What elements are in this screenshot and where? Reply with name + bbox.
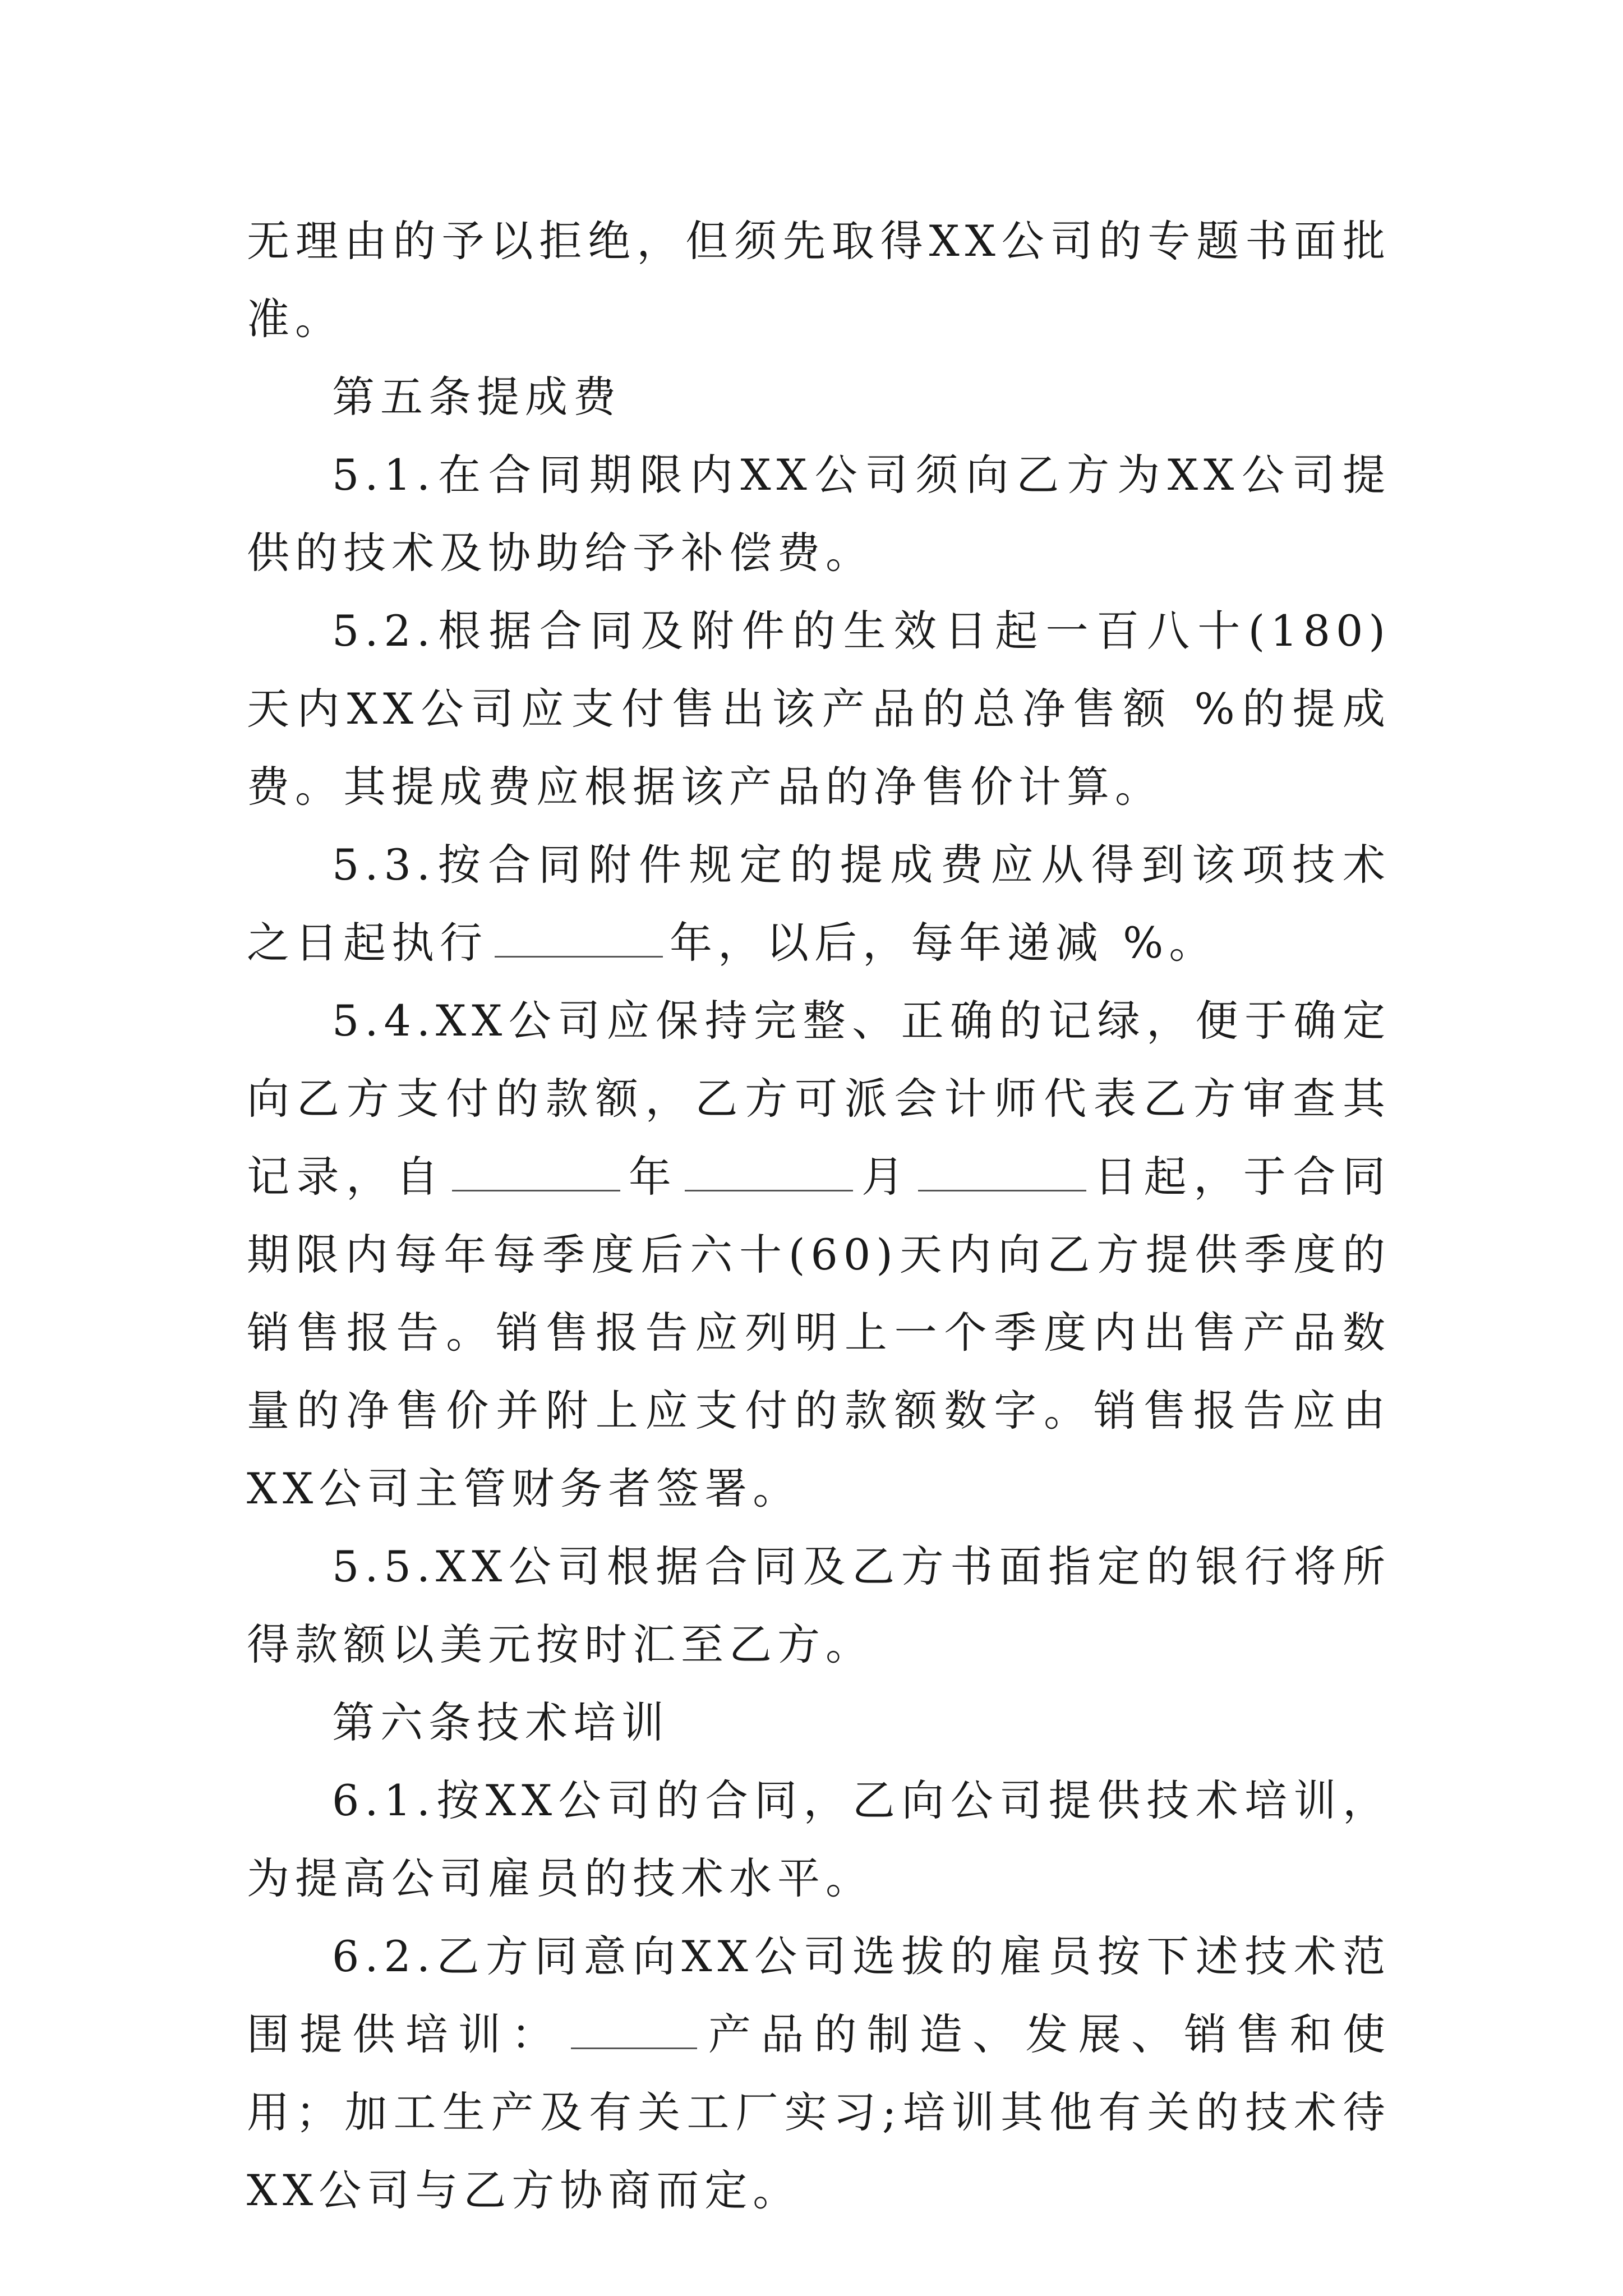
- clause-5-4-year-label: 年: [627, 1152, 679, 1202]
- clause-5-3: [247, 826, 1391, 982]
- clause-5-4-text-d: 日起，于合同期限内每年每季度后六十(60)天内向乙方提供季度的销售报告。销售报告应列明上一个季度内出售产品数量的净售价并附上应支付的款额数字。销售报告应由XX公司主管财务者签署。: [247, 1152, 1391, 1513]
- clause-6-2: [247, 1917, 1391, 2229]
- clause-5-5: 5.5.XX公司根据合同及乙方书面指定的银行将所得款额以美元按时汇至乙方。: [247, 1542, 1391, 1669]
- document-body: [247, 202, 1391, 2229]
- clause-5-4: [247, 982, 1391, 1527]
- clause-6-1: 6.1.按XX公司的合同，乙向公司提供技术培训，为提高公司雇员的技术水平。: [247, 1775, 1391, 1903]
- clause-5-4-text-a: 5.4.XX公司应保持完整、正确的记绿，便于确定向乙方支付的款额，乙方可派会计师代表乙方审查其记录，自: [247, 996, 1391, 1202]
- clause-5-2: 5.2.根据合同及附件的生效日起一百八十(180)天内XX公司应支付售出该产品的总净售额 %的提成费。其提成费应根据该产品的净售价计算。: [247, 606, 1391, 812]
- clause-6-2-text-after: 产品的制造、发展、销售和使用；加工生产及有关工厂实习;培训其他有关的技术待XX公司与乙方协商而定。: [247, 2009, 1391, 2215]
- fill-in-blank-product[interactable]: [571, 2008, 697, 2049]
- clause-6-2-text-before: 6.2.乙方同意向XX公司选拔的雇员按下述技术范围提供培训：: [247, 1931, 1391, 2059]
- paragraph-continuation: 无理由的予以拒绝，但须先取得XX公司的专题书面批准。: [247, 216, 1391, 344]
- section-heading-6: 第六条技术培训: [332, 1697, 670, 1747]
- clause-5-4-month-label: 月: [860, 1152, 911, 1202]
- fill-in-blank-year[interactable]: [452, 1151, 620, 1191]
- clause-5-3-text-before: 5.3.按合同附件规定的提成费应从得到该项技术之日起执行: [247, 840, 1391, 968]
- clause-5-1: 5.1.在合同期限内XX公司须向乙方为XX公司提供的技术及协助给予补偿费。: [247, 450, 1391, 578]
- fill-in-blank[interactable]: [495, 917, 663, 958]
- fill-in-blank-day[interactable]: [918, 1151, 1086, 1191]
- section-heading-5: 第五条提成费: [332, 372, 621, 422]
- clause-5-3-text-after: 年，以后，每年递减 %。: [670, 918, 1218, 968]
- fill-in-blank-month[interactable]: [685, 1151, 853, 1191]
